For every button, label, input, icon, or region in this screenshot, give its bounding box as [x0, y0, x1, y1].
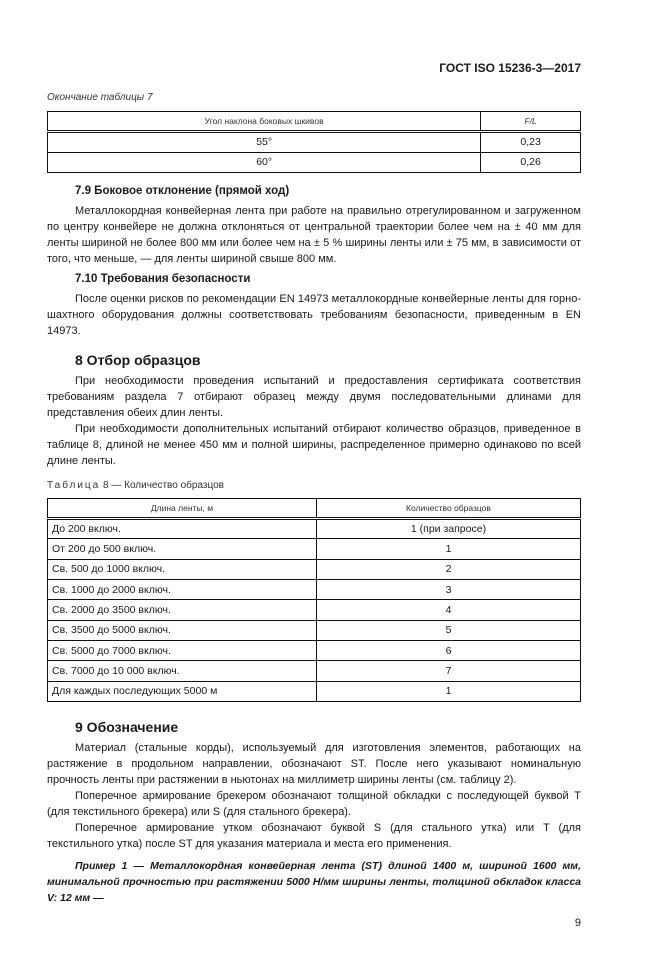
table-cell: До 200 включ.: [48, 519, 317, 539]
paragraph: Металлокордная конвейерная лента при работе на правильно отрегулированном и загруженном по центру конвейере не должна отклоняться от центральной траектории более чем на ± 40 мм для ленты шириной не более 800 мм или более чем на ± 5 % ширины ленты или ± 75 мм, в зависимости от того, что меньше, — для ленты шириной свыше 800 мм.: [47, 204, 581, 265]
table-cell: 0,23: [481, 132, 581, 152]
table7-header: F/L: [481, 112, 581, 132]
table-cell: 4: [317, 600, 581, 620]
table-row: [48, 519, 581, 539]
paragraph: Материал (стальные корды), используемый для изготовления элементов, работающих на растяжение в продольном направлении, обозначают ST. После него указывают номинальную прочность ленты при растяжении в ньютонах на миллиметр ширины ленты (см. таблицу 2).: [47, 741, 581, 786]
table-row: [48, 600, 581, 620]
table-cell: 7: [317, 661, 581, 681]
table-cell: От 200 до 500 включ.: [48, 539, 317, 559]
table-cell: 60°: [48, 152, 481, 172]
paragraph: Поперечное армирование утком обозначают буквой S (для стального утка) или T (для текстильного утка) после ST для указания материала и места его применения.: [47, 821, 581, 850]
table-7: [47, 111, 581, 173]
paragraph: Поперечное армирование брекером обозначают толщиной обкладки с последующей буквой T (для текстильного брекера) или S (для стального брекера).: [47, 789, 581, 818]
table-8: [47, 498, 581, 702]
table-cell: 1: [317, 681, 581, 701]
table-cell: Св. 500 до 1000 включ.: [48, 559, 317, 579]
table8-caption: [47, 479, 581, 492]
table-row: [48, 539, 581, 559]
table-row: [48, 620, 581, 640]
table-cell: Св. 5000 до 7000 включ.: [48, 640, 317, 660]
caption-label: Таблица: [47, 479, 101, 491]
section-heading: 9 Обозначение: [75, 718, 179, 735]
page-content: [47, 0, 581, 970]
example-paragraph: Пример 1 — Металлокордная конвейерная лента (ST) длиной 1400 м, шириной 1600 мм, минимальной прочностью при растяжении 5000 Н/мм ширины ленты, толщиной обкладок класса V: 12 мм —: [47, 859, 581, 904]
table-cell: Св. 2000 до 3500 включ.: [48, 600, 317, 620]
paragraph: При необходимости дополнительных испытаний отбирают количество образцов, приведенное в таблице 8, длиной не менее 450 мм и полной ширины, распределенное примерно одинаково по всей длине ленты.: [47, 422, 581, 467]
table-cell: 5: [317, 620, 581, 640]
table-row: [48, 580, 581, 600]
table-cell: 1: [317, 539, 581, 559]
caption-text: 8 — Количество образцов: [103, 479, 224, 491]
table-row: [48, 640, 581, 660]
table-cell: 6: [317, 640, 581, 660]
table7-header: Угол наклона боковых шкивов: [48, 112, 481, 132]
table-row: [48, 681, 581, 701]
table-cell: Св. 7000 до 10 000 включ.: [48, 661, 317, 681]
table-cell: Для каждых последующих 5000 м: [48, 681, 317, 701]
table-cell: 1 (при запросе): [317, 519, 581, 539]
table7-caption: Окончание таблицы 7: [47, 92, 153, 103]
table-row: [48, 152, 581, 172]
table-row: [48, 661, 581, 681]
page-number: 9: [574, 916, 581, 929]
table-cell: 2: [317, 559, 581, 579]
section-heading: 7.10 Требования безопасности: [75, 272, 251, 285]
table-cell: 3: [317, 580, 581, 600]
table-row: [48, 132, 581, 152]
paragraph: При необходимости проведения испытаний и предоставления сертификата соответствия требованиям раздела 7 отбирают образец между двумя последовательными длинами для представления обеих длин ленты.: [47, 374, 581, 419]
table-cell: 0,26: [481, 152, 581, 172]
paragraph: После оценки рисков по рекомендации EN 14973 металлокордные конвейерные ленты для горно-шахтного оборудования должны соответствовать требованиям безопасности, приведенным в EN 14973.: [47, 292, 581, 337]
table8-header: Длина ленты, м: [48, 498, 317, 518]
table-cell: Св. 3500 до 5000 включ.: [48, 620, 317, 640]
table-cell: 55°: [48, 132, 481, 152]
table-row: [48, 559, 581, 579]
table-cell: Св. 1000 до 2000 включ.: [48, 580, 317, 600]
document-header: ГОСТ ISO 15236-3—2017: [439, 61, 581, 75]
table8-header: Количество образцов: [317, 498, 581, 518]
section-heading: 8 Отбор образцов: [75, 351, 201, 368]
section-heading: 7.9 Боковое отклонение (прямой ход): [75, 184, 290, 197]
